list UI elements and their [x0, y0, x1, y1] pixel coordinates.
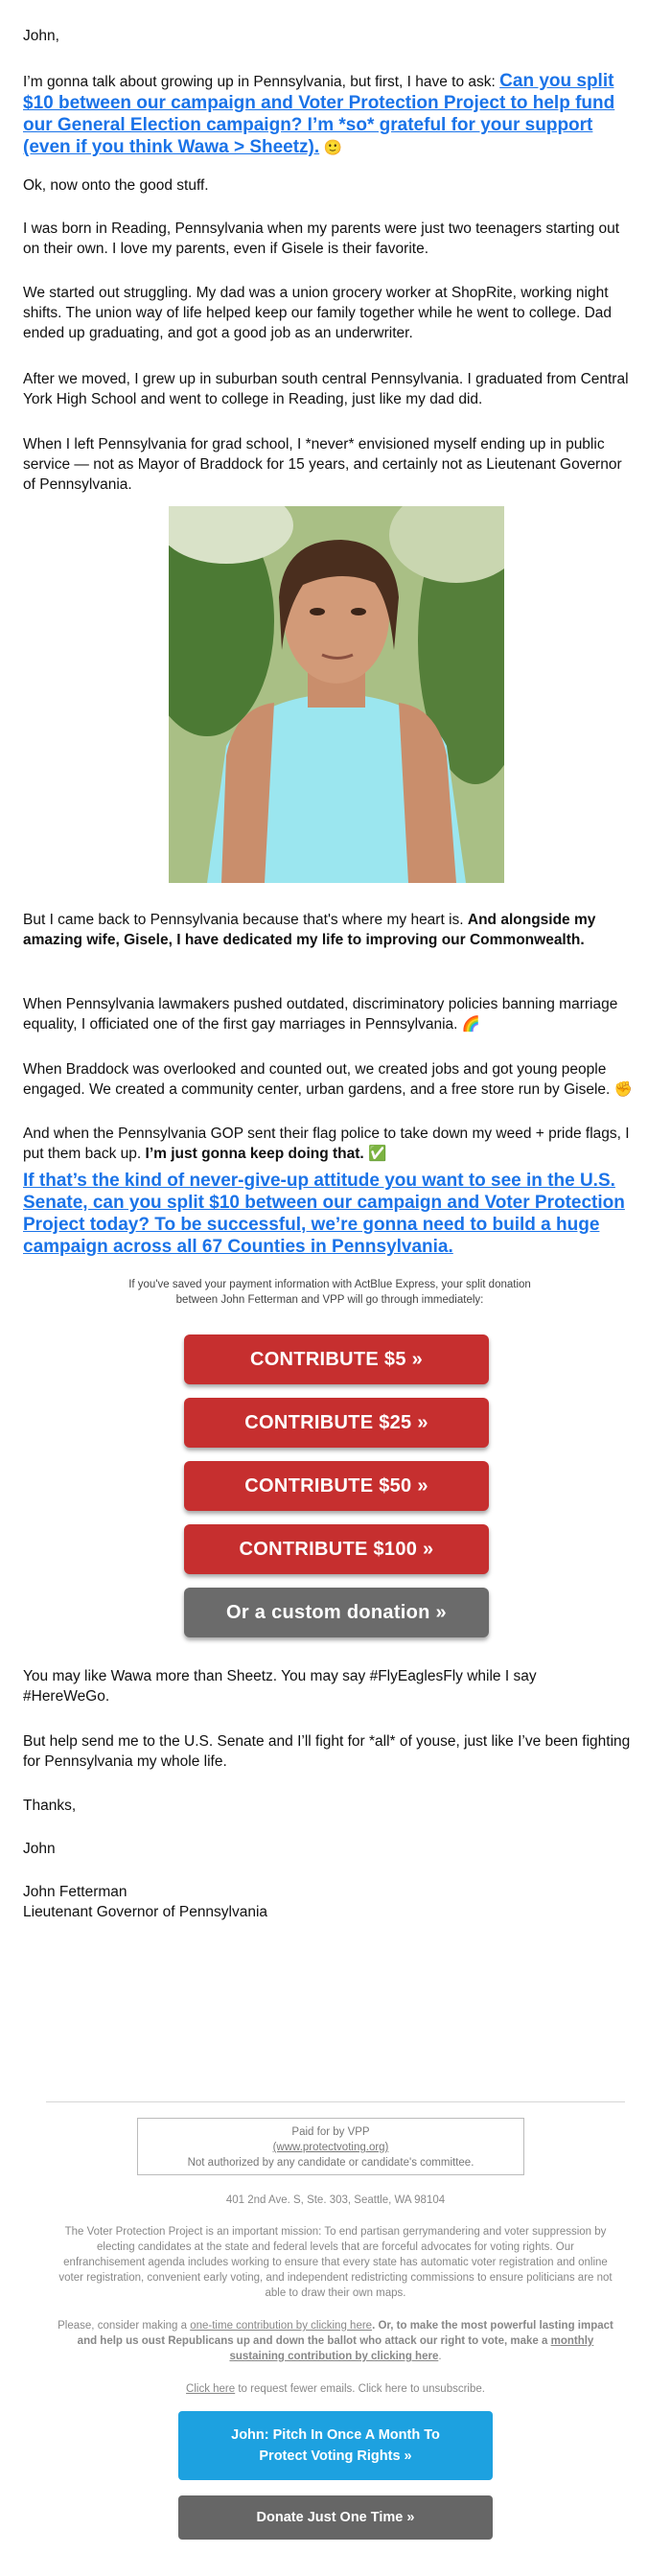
closing-senate: But help send me to the U.S. Senate and I’ll fight for *all* of youse, just like I’ve been fighting for Pennsylvania my whole life. [23, 1733, 631, 1770]
closing-thanks: Thanks, [23, 1798, 77, 1814]
paragraph-flags [23, 1124, 636, 1164]
contribute-5-button[interactable]: CONTRIBUTE $5 » [184, 1334, 489, 1384]
custom-donation-button[interactable]: Or a custom donation » [184, 1588, 489, 1637]
one-time-link[interactable]: one-time contribution by clicking here [190, 2320, 373, 2332]
flags-text: And when the Pennsylvania GOP sent their flag police to take down my weed + pride flags, I put them back up. [23, 1126, 630, 1162]
intro-donate-link[interactable]: Can you split $10 between our campaign and Voter Protection Project to help fund our General Election campaign? I’m *so* grateful for your support (even if you think Wawa > Sheetz). [23, 71, 615, 157]
paragraph-grad-school: When I left Pennsylvania for grad school, I *never* envisioned myself ending up in public service — not as Mayor of Braddock for 15 years, and certainly not as Lieutenant Governor of Pennsylvania. [23, 436, 622, 493]
footer-mission: The Voter Protection Project is an important mission: To end partisan gerrymandering and voter suppression by electing candidates at the state and federal levels that are forceful advocates for voting rights. Our enfranchisement agenda includes working to ensure that every state has automatic voter registration and online voter registration, convenient early voting, and independent redistricting commissions to ensure politicians are not able to draw their own maps. [58, 2226, 613, 2299]
paragraph-moved: After we moved, I grew up in suburban south central Pennsylvania. I graduated from Central York High School and went to college in Reading, just like my dad did. [23, 371, 629, 407]
contribute-50-button[interactable]: CONTRIBUTE $50 » [184, 1461, 489, 1511]
signature-name: John Fetterman [23, 1884, 127, 1900]
intro-text: I’m gonna talk about growing up in Pennsylvania, but first, I have to ask: [23, 74, 500, 90]
website-link[interactable]: (www.protectvoting.org) [272, 2142, 389, 2153]
closing-john: John [23, 1841, 56, 1857]
paragraph-braddock [23, 1059, 636, 1100]
monthly-donate-button[interactable]: John: Pitch In Once A Month To Protect Voting Rights » [178, 2411, 493, 2480]
flags-bold: I’m just gonna keep doing that. [145, 1146, 364, 1162]
paragraph-marriage [23, 994, 636, 1034]
smile-emoji: 🙂 [323, 140, 342, 156]
paragraph-heart [23, 910, 636, 950]
consider-pre: Please, consider making a [58, 2320, 191, 2332]
fewer-emails-link[interactable]: Click here [186, 2383, 236, 2395]
paragraph-born: I was born in Reading, Pennsylvania when my parents were just two teenagers starting out on their own. I love my parents, even if Gisele is their favorite. [23, 220, 620, 257]
check-emoji: ✅ [368, 1146, 387, 1162]
paragraph-struggling: We started out struggling. My dad was a union grocery worker at ShopRite, working night shifts. The union way of life helped keep our family together while he went to college. Dad ended up graduating, and got a good job as an underwriter. [23, 285, 613, 341]
not-authorized-text: Not authorized by any candidate or candidate's committee. [187, 2157, 474, 2169]
footer-consider [58, 2318, 613, 2364]
cta-donate-link[interactable]: If that’s the kind of never-give-up attitude you want to see in the U.S. Senate, can you split $10 between our campaign and Voter Protection Project today? To be successful, we’re gonna need to build a huge campaign across all 67 Counties in Pennsylvania. [23, 1171, 625, 1257]
fewer-emails-text: to request fewer emails. Click here to unsubscribe. [235, 2383, 485, 2395]
signature-title: Lieutenant Governor of Pennsylvania [23, 1904, 268, 1920]
paragraph-good-stuff: Ok, now onto the good stuff. [23, 177, 209, 194]
one-time-donate-button[interactable]: Donate Just One Time » [178, 2495, 493, 2540]
closing-wawa: You may like Wawa more than Sheetz. You may say #FlyEaglesFly while I say #HereWeGo. [23, 1668, 537, 1705]
fist-emoji: ✊ [613, 1081, 633, 1098]
heart-text: But I came back to Pennsylvania because that's where my heart is. [23, 912, 468, 928]
footer-divider [46, 2101, 625, 2102]
john-photo [169, 506, 504, 883]
consider-mid: . Or, to make the most powerful lasting impact and help us oust Republicans up and down the ballot who attack our right to vote, make a [77, 2320, 613, 2347]
marriage-text: When Pennsylvania lawmakers pushed outdated, discriminatory policies banning marriage equality, I officiated one of the first gay marriages in Pennsylvania. [23, 996, 618, 1033]
contribute-25-button[interactable]: CONTRIBUTE $25 » [184, 1398, 489, 1448]
heart-bold: And alongside my amazing wife, Gisele, I have dedicated my life to improving our Commonwealth. [23, 912, 596, 948]
intro-paragraph [23, 70, 636, 158]
consider-end: . [438, 2351, 442, 2362]
footer-address: 401 2nd Ave. S, Ste. 303, Seattle, WA 98104 [225, 2194, 446, 2206]
paid-for-box [137, 2118, 524, 2175]
monthly-link[interactable]: monthly sustaining contribution by clicking here [229, 2335, 594, 2362]
braddock-text: When Braddock was overlooked and counted out, we created jobs and got young people engaged. We created a community center, urban gardens, and a free store run by Gisele. [23, 1061, 611, 1098]
rainbow-emoji: 🌈 [461, 1016, 481, 1033]
john-photo-illustration [169, 506, 504, 883]
footer-fewer-emails [0, 2381, 671, 2397]
contribute-100-button[interactable]: CONTRIBUTE $100 » [184, 1524, 489, 1574]
actblue-note: If you've saved your payment information with ActBlue Express, your split donation between John Fetterman and VPP will go through immediately: [128, 1279, 531, 1306]
greeting: John, [23, 28, 59, 44]
paid-for-text: Paid for by VPP [291, 2126, 370, 2138]
